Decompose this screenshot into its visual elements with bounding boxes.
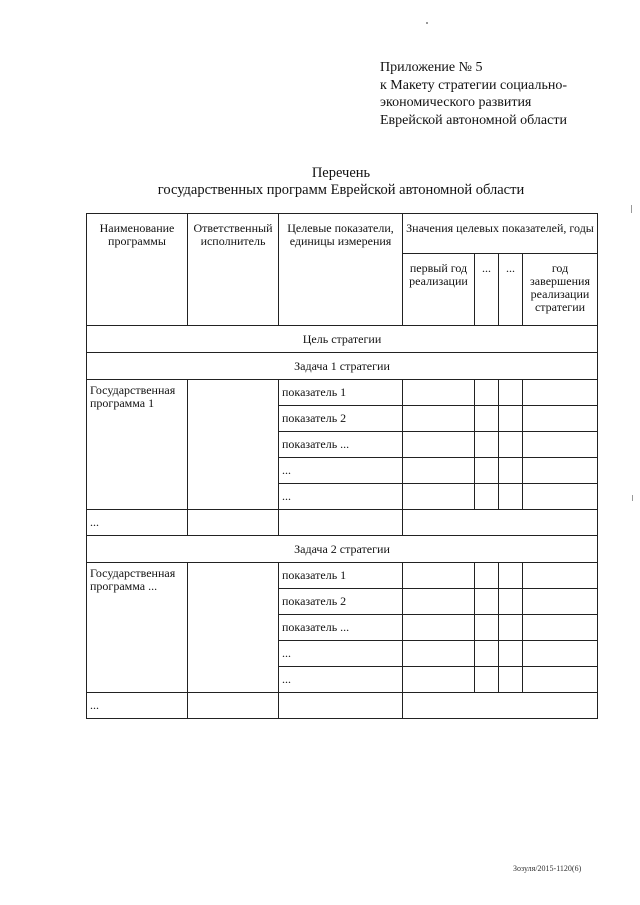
value-cell	[403, 432, 475, 458]
empty-cell	[279, 693, 403, 719]
indicator-cell: показатель 2	[279, 589, 403, 615]
appendix-line: к Макету стратегии социально-	[380, 77, 568, 93]
task-1-row: Задача 1 стратегии	[87, 353, 598, 380]
ellipsis-program-cell: ...	[87, 510, 188, 536]
appendix-note	[380, 59, 567, 129]
value-cell	[523, 615, 598, 641]
title-line-1: Перечень	[311, 165, 371, 181]
goal-row: Цель стратегии	[87, 326, 598, 353]
value-cell	[475, 432, 499, 458]
indicator-cell: ...	[279, 667, 403, 693]
title-line-2: государственных программ Еврейской автономной области	[157, 182, 525, 198]
value-cell	[499, 641, 523, 667]
program-1-name: Государственная программа 1	[87, 380, 188, 510]
table-row	[87, 380, 598, 406]
program-1-executor	[188, 380, 279, 510]
appendix-line: Еврейской автономной области	[380, 112, 567, 128]
header-first-year: первый год реализации	[403, 254, 475, 326]
appendix-line: экономического развития	[380, 95, 532, 110]
value-cell	[499, 484, 523, 510]
value-cell	[475, 615, 499, 641]
value-cell	[403, 484, 475, 510]
indicator-cell: ...	[279, 458, 403, 484]
empty-cell	[188, 510, 279, 536]
value-cell	[475, 641, 499, 667]
value-cell	[403, 380, 475, 406]
value-cell	[475, 406, 499, 432]
value-cell	[403, 589, 475, 615]
indicator-cell: показатель 1	[279, 380, 403, 406]
indicator-cell: показатель ...	[279, 615, 403, 641]
value-cell	[403, 458, 475, 484]
header-year-dots-2: ...	[499, 254, 523, 326]
table-row	[87, 563, 598, 589]
value-cell	[523, 458, 598, 484]
indicator-cell: ...	[279, 484, 403, 510]
value-cell	[403, 406, 475, 432]
indicator-cell: показатель 1	[279, 563, 403, 589]
value-cell	[499, 563, 523, 589]
value-cell	[475, 667, 499, 693]
header-end-year: год завершения реализации стратегии	[523, 254, 598, 326]
program-2-executor	[188, 563, 279, 693]
value-cell	[523, 563, 598, 589]
value-cell	[499, 406, 523, 432]
indicator-cell: ...	[279, 641, 403, 667]
programs-table	[86, 213, 598, 719]
value-cell	[403, 641, 475, 667]
value-cell	[499, 667, 523, 693]
value-cell	[499, 380, 523, 406]
header-program-name: Наименование программы	[87, 214, 188, 326]
appendix-line: Приложение № 5	[380, 60, 483, 75]
value-cell	[475, 484, 499, 510]
empty-cell	[403, 510, 598, 536]
value-cell	[523, 641, 598, 667]
empty-cell	[403, 693, 598, 719]
value-cell	[523, 589, 598, 615]
value-cell	[475, 563, 499, 589]
value-cell	[523, 432, 598, 458]
document-footer-code: Зозуля/2015-1120(6)	[513, 864, 582, 873]
value-cell	[403, 615, 475, 641]
value-cell	[523, 380, 598, 406]
value-cell	[403, 563, 475, 589]
task-2-row: Задача 2 стратегии	[87, 536, 598, 563]
value-cell	[499, 458, 523, 484]
header-indicators: Целевые показатели, единицы измерения	[279, 214, 403, 326]
value-cell	[523, 667, 598, 693]
table-row	[87, 693, 598, 719]
document-title	[86, 165, 596, 199]
value-cell	[403, 667, 475, 693]
value-cell	[499, 615, 523, 641]
indicator-cell: показатель ...	[279, 432, 403, 458]
value-cell	[499, 589, 523, 615]
ellipsis-program-cell: ...	[87, 693, 188, 719]
value-cell	[475, 458, 499, 484]
scan-speck	[631, 205, 632, 213]
value-cell	[499, 432, 523, 458]
empty-cell	[279, 510, 403, 536]
value-cell	[523, 406, 598, 432]
scan-speck	[426, 22, 428, 24]
header-executor: Ответственный исполнитель	[188, 214, 279, 326]
header-year-dots-1: ...	[475, 254, 499, 326]
header-target-values: Значения целевых показателей, годы	[403, 214, 598, 254]
empty-cell	[188, 693, 279, 719]
value-cell	[475, 589, 499, 615]
indicator-cell: показатель 2	[279, 406, 403, 432]
table-row	[87, 510, 598, 536]
program-2-name: Государственная программа ...	[87, 563, 188, 693]
value-cell	[523, 484, 598, 510]
scan-speck	[632, 495, 633, 501]
value-cell	[475, 380, 499, 406]
